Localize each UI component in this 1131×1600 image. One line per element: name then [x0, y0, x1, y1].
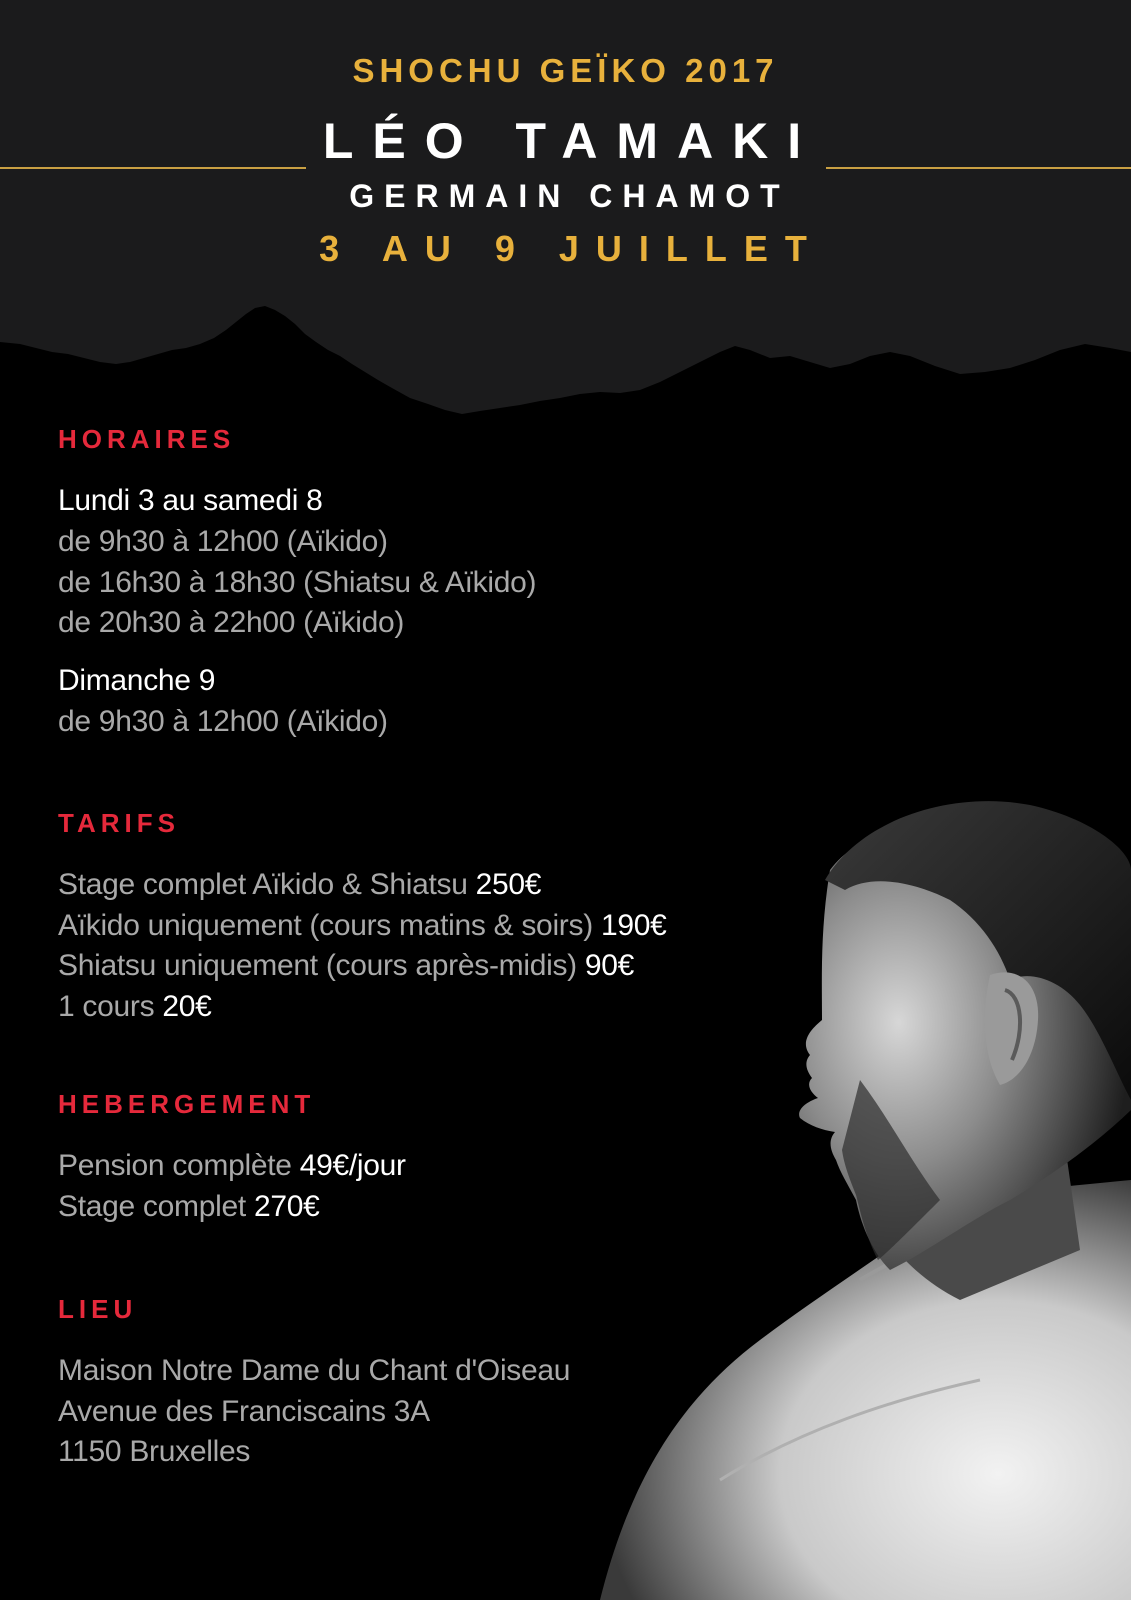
hebergement-label: Pension complète [58, 1149, 292, 1182]
instructor-photo [560, 780, 1131, 1600]
tarif-price: 250€ [475, 868, 542, 901]
schedule-slot: de 9h30 à 12h00 (Aïkido) [58, 525, 388, 558]
venue-street: Avenue des Franciscains 3A [58, 1395, 430, 1428]
schedule-slot: de 16h30 à 18h30 (Shiatsu & Aïkido) [58, 566, 537, 599]
tarif-label: Aïkido uniquement (cours matins & soirs) [58, 909, 593, 942]
tarif-item [58, 868, 541, 902]
tarif-label: Stage complet Aïkido & Shiatsu [58, 868, 468, 901]
hebergement-heading: HEBERGEMENT [58, 1089, 316, 1119]
schedule-day-1: Lundi 3 au samedi 8 [58, 484, 323, 517]
tarif-item [58, 990, 211, 1024]
tarif-label: Shiatsu uniquement (cours après-midis) [58, 949, 577, 982]
lieu-heading: LIEU [58, 1294, 138, 1324]
venue-name: Maison Notre Dame du Chant d'Oiseau [58, 1354, 571, 1387]
horaires-heading: HORAIRES [58, 424, 236, 454]
tarif-item [58, 909, 666, 943]
teacher-main: LÉO TAMAKI [322, 113, 821, 169]
schedule-slot: de 20h30 à 22h00 (Aïkido) [58, 606, 405, 639]
venue-city: 1150 Bruxelles [58, 1435, 251, 1468]
hebergement-price: 49€/jour [299, 1149, 406, 1182]
teacher-second: GERMAIN CHAMOT [349, 178, 790, 214]
hebergement-item [58, 1190, 319, 1224]
tarif-label: 1 cours [58, 990, 155, 1023]
hebergement-price: 270€ [253, 1190, 320, 1223]
tarif-price: 90€ [584, 949, 635, 982]
event-dates: 3 AU 9 JUILLET [319, 228, 824, 269]
event-title: SHOCHU GEÏKO 2017 [352, 52, 779, 89]
hebergement-label: Stage complet [58, 1190, 246, 1223]
schedule-day-2: Dimanche 9 [58, 664, 216, 697]
hebergement-item [58, 1149, 406, 1183]
schedule-slot: de 9h30 à 12h00 (Aïkido) [58, 705, 388, 738]
tarifs-heading: TARIFS [58, 808, 180, 838]
tarif-item [58, 949, 634, 983]
tarif-price: 190€ [600, 909, 667, 942]
tarif-price: 20€ [162, 990, 212, 1023]
